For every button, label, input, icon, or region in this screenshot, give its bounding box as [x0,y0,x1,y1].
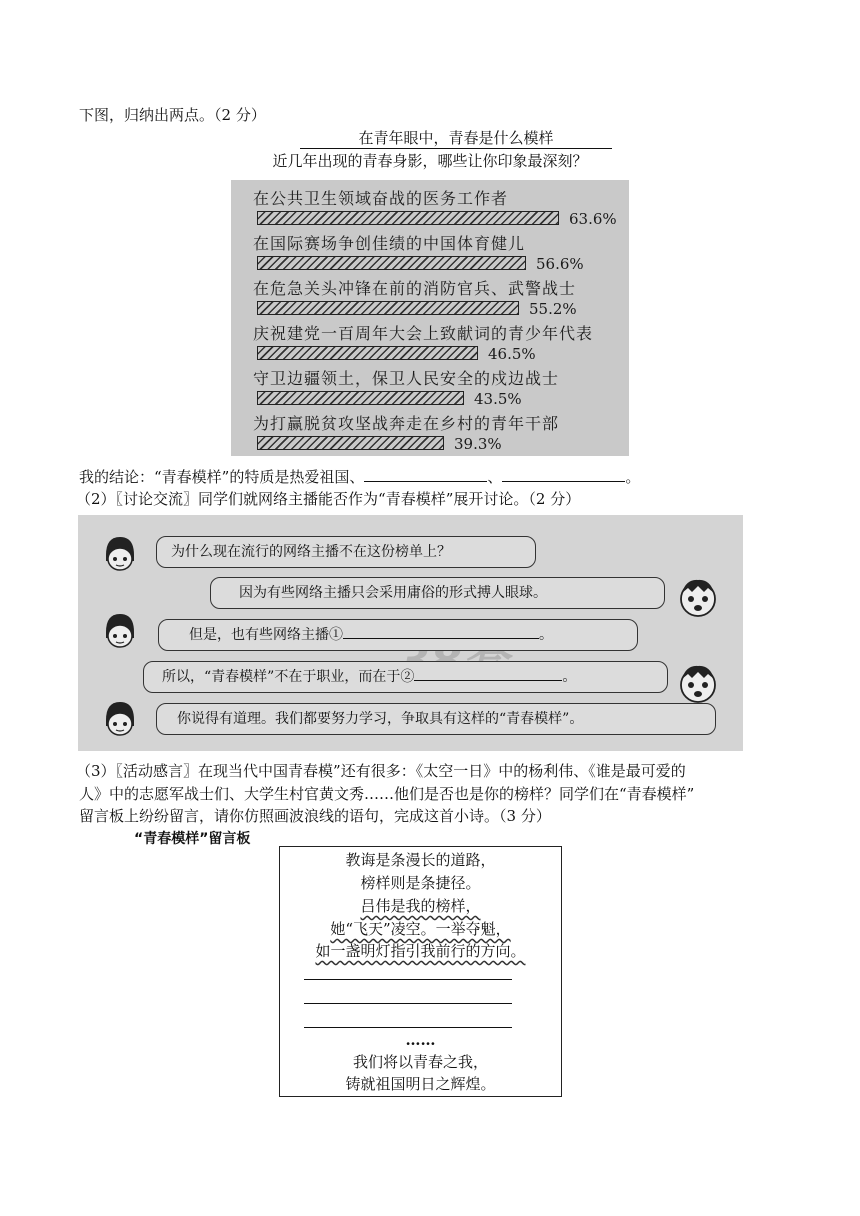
dialogue-blank-2[interactable] [414,668,562,681]
poem-wavy-line: 吕伟是我的榜样， [360,897,481,915]
speech-bubble: 你说得有道理。我们都要努力学习，争取具有这样的“青春模样”。 [156,703,716,735]
bubble-text: 所以，“青春模样”不在于职业，而在于② [162,669,415,685]
speech-bubble: 因为有些网络主播只会采用庸俗的形式搏人眼球。 [210,577,665,609]
speech-bubble-blank-1 [158,619,638,651]
boy-face-icon [676,661,720,705]
question-3-line-3: 留言板上纷纷留言，请你仿照画波浪线的语句，完成这首小诗。（3 分） [79,807,551,825]
chart-bar [257,256,526,270]
chart-bar [257,391,464,405]
girl-face-icon [100,610,140,650]
conclusion-line [79,466,640,488]
dialogue-blank-1[interactable] [343,626,539,639]
chart-bar [257,211,559,225]
chart-value-label: 46.5% [488,345,536,363]
poem-answer-line-2[interactable] [304,1003,512,1004]
speech-bubble: 为什么现在流行的网络主播不在这份榜单上？ [156,536,536,568]
bubble-end-mark: 。 [562,669,577,685]
poem-wavy-line: 如一盏明灯指引我前行的方向。 [315,942,526,960]
message-board [279,846,562,1097]
chart-bar [257,301,519,315]
poem-line: 榜样则是条捷径。 [360,874,481,892]
bubble-text: 但是，也有些网络主播① [189,627,343,643]
bubble-end-mark: 。 [539,627,553,643]
survey-question: 近几年出现的青春身影，哪些让你印象最深刻？ [272,152,588,170]
answer-blank-2[interactable] [502,467,625,482]
chart-category-label: 在危急关头冲锋在前的消防官兵、武警战士 [253,279,577,298]
poem-ending-line: 我们将以青春之我， [352,1053,488,1071]
poem-wavy-line: 她“飞天”凌空。一举夺魁， [330,920,511,938]
chart-category-label: 在国际赛场争创佳绩的中国体育健儿 [253,234,526,253]
poem-ending-line: 铸就祖国明日之辉煌。 [345,1075,496,1093]
poem-line: 教诲是条漫长的道路， [345,851,496,869]
question-3-line-1: （3）〖活动感言〗在现当代中国青春模”还有很多：《太空一日》中的杨利伟、《谁是最可爱的 [76,762,686,780]
dialogue-image [78,515,743,751]
girl-face-icon [100,533,140,573]
speech-bubble-blank-2 [143,661,668,693]
survey-title: 在青年眼中，青春是什么模样 [300,128,612,149]
chart-category-label: 庆祝建党一百周年大会上致献词的青少年代表 [253,324,594,343]
chart-value-label: 43.5% [474,390,522,408]
chart-value-label: 63.6% [569,210,617,228]
question-2-text: （2）〖讨论交流〗同学们就网络主播能否作为“青春模样”展开讨论。（2 分） [76,490,581,508]
answer-blank-1[interactable] [364,467,487,482]
boy-face-icon [676,575,720,619]
board-title: “青春模样”留言板 [134,831,251,847]
chart-category-label: 为打赢脱贫攻坚战奔走在乡村的青年干部 [253,414,560,433]
poem-answer-line-1[interactable] [304,979,512,980]
chart-value-label: 55.2% [529,300,577,318]
chart-category-label: 守卫边疆领土，保卫人民安全的戍边战士 [253,369,560,388]
survey-bar-chart [231,180,629,456]
question-3-line-2: 人》中的志愿军战士们、大学生村官黄文秀……他们是否也是你的榜样？同学们在“青春模样” [79,785,695,803]
poem-answer-line-3[interactable] [304,1027,512,1028]
girl-face-icon [100,698,140,738]
conclusion-prefix: 我的结论：“青春模样”的特质是热爱祖国、 [79,468,365,486]
chart-bar [257,436,444,450]
conclusion-sep: 、 [487,468,503,486]
conclusion-suffix: 。 [625,468,641,486]
chart-category-label: 在公共卫生领域奋战的医务工作者 [253,189,509,208]
chart-bar [257,346,478,360]
chart-value-label: 39.3% [454,435,502,453]
chart-value-label: 56.6% [536,255,584,273]
intro-text: 下图，归纳出两点。（2 分） [79,106,266,124]
poem-ellipsis: …… [405,1031,436,1049]
